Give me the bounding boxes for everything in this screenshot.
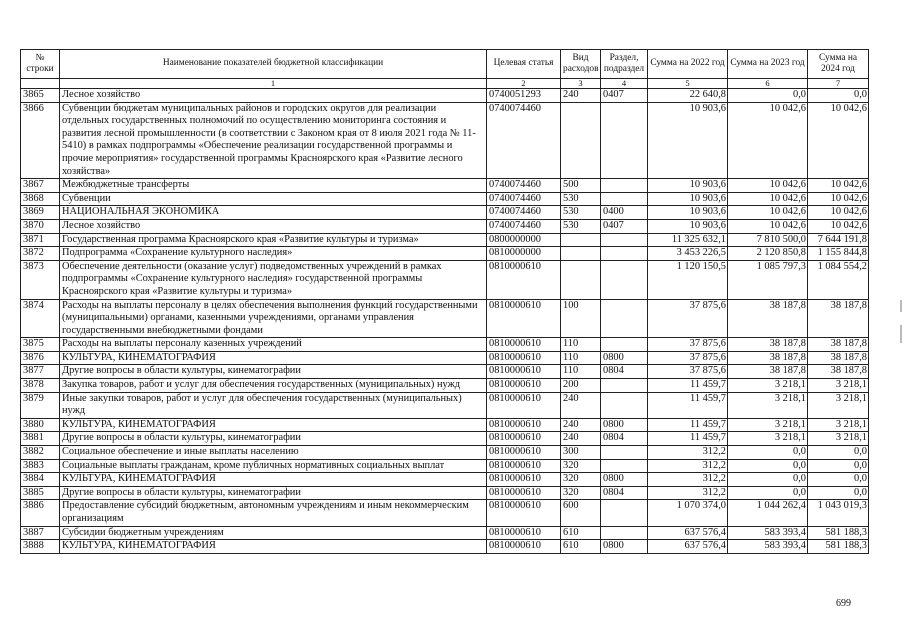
- scan-edge-mark: [900, 325, 902, 343]
- indicator-name: КУЛЬТУРА, КИНЕМАТОГРАФИЯ: [60, 351, 487, 365]
- expense-type: 240: [561, 89, 601, 103]
- target-article: 0810000610: [487, 432, 561, 446]
- sum-2022: 312,2: [648, 486, 728, 500]
- table-row: [21, 473, 869, 487]
- column-number-row: [21, 79, 869, 89]
- expense-type: [561, 102, 601, 179]
- sum-2024: 581 188,3: [808, 540, 869, 554]
- row-number: 3877: [21, 365, 60, 379]
- table-row: [21, 459, 869, 473]
- expense-type: [561, 233, 601, 247]
- sum-2024: 7 644 191,8: [808, 233, 869, 247]
- sum-2022: 10 903,6: [648, 206, 728, 220]
- indicator-name: Подпрограмма «Сохранение культурного наследия»: [60, 247, 487, 261]
- expense-type: 240: [561, 392, 601, 418]
- row-number: 3879: [21, 392, 60, 418]
- sum-2023: 10 042,6: [728, 179, 808, 193]
- target-article: 0810000610: [487, 459, 561, 473]
- page-number: 699: [836, 598, 851, 609]
- table-row: [21, 526, 869, 540]
- sum-2023: 583 393,4: [728, 526, 808, 540]
- row-number: 3867: [21, 179, 60, 193]
- expense-type: 300: [561, 446, 601, 460]
- section-code: [601, 459, 648, 473]
- indicator-name: КУЛЬТУРА, КИНЕМАТОГРАФИЯ: [60, 418, 487, 432]
- row-number: 3866: [21, 102, 60, 179]
- target-article: 0810000610: [487, 473, 561, 487]
- sum-2023: 0,0: [728, 473, 808, 487]
- table-row: [21, 219, 869, 233]
- sum-2024: 581 188,3: [808, 526, 869, 540]
- sum-2024: 0,0: [808, 473, 869, 487]
- table-row: [21, 392, 869, 418]
- section-code: [601, 233, 648, 247]
- budget-table: [20, 49, 869, 554]
- sum-2022: 1 070 374,0: [648, 500, 728, 526]
- section-code: 0407: [601, 219, 648, 233]
- section-code: 0800: [601, 473, 648, 487]
- sum-2023: 3 218,1: [728, 392, 808, 418]
- indicator-name: Предоставление субсидий бюджетным, автономным учреждениям и иным некоммерческим организациям: [60, 500, 487, 526]
- sum-2023: 38 187,8: [728, 365, 808, 379]
- sum-2022: 1 120 150,5: [648, 260, 728, 299]
- sum-2022: 637 576,4: [648, 540, 728, 554]
- sum-2023: 38 187,8: [728, 338, 808, 352]
- expense-type: 240: [561, 418, 601, 432]
- expense-type: 530: [561, 192, 601, 206]
- section-code: [601, 260, 648, 299]
- section-code: [601, 500, 648, 526]
- section-code: 0804: [601, 486, 648, 500]
- expense-type: 110: [561, 338, 601, 352]
- column-number: [21, 79, 60, 89]
- expense-type: 320: [561, 459, 601, 473]
- sum-2023: 3 218,1: [728, 418, 808, 432]
- sum-2024: 3 218,1: [808, 392, 869, 418]
- header-section: Раздел, подраздел: [601, 50, 648, 79]
- header-row: [21, 50, 869, 79]
- section-code: [601, 392, 648, 418]
- target-article: 0810000610: [487, 299, 561, 338]
- sum-2024: 38 187,8: [808, 338, 869, 352]
- row-number: 3882: [21, 446, 60, 460]
- indicator-name: Межбюджетные трансферты: [60, 179, 487, 193]
- sum-2022: 11 459,7: [648, 418, 728, 432]
- table-row: [21, 233, 869, 247]
- sum-2024: 0,0: [808, 89, 869, 103]
- sum-2024: 1 155 844,8: [808, 247, 869, 261]
- table-row: [21, 179, 869, 193]
- sum-2023: 0,0: [728, 486, 808, 500]
- indicator-name: НАЦИОНАЛЬНАЯ ЭКОНОМИКА: [60, 206, 487, 220]
- sum-2022: 11 459,7: [648, 392, 728, 418]
- budget-table-sheet: [20, 49, 868, 554]
- sum-2023: 583 393,4: [728, 540, 808, 554]
- header-target-article: Целевая статья: [487, 50, 561, 79]
- expense-type: 530: [561, 206, 601, 220]
- expense-type: 100: [561, 299, 601, 338]
- sum-2022: 3 453 226,5: [648, 247, 728, 261]
- table-row: [21, 418, 869, 432]
- row-number: 3876: [21, 351, 60, 365]
- indicator-name: Субвенции: [60, 192, 487, 206]
- sum-2023: 3 218,1: [728, 379, 808, 393]
- section-code: 0800: [601, 540, 648, 554]
- sum-2022: 637 576,4: [648, 526, 728, 540]
- row-number: 3883: [21, 459, 60, 473]
- row-number: 3881: [21, 432, 60, 446]
- sum-2022: 37 875,6: [648, 365, 728, 379]
- expense-type: 240: [561, 432, 601, 446]
- sum-2022: 312,2: [648, 459, 728, 473]
- indicator-name: Расходы на выплаты персоналу казенных учреждений: [60, 338, 487, 352]
- target-article: 0810000610: [487, 365, 561, 379]
- indicator-name: Субвенции бюджетам муниципальных районов и городских округов для реализации отдельных государственных полномочий по осуществлению мониторинга состояния и развития лесной промышленности (в соответствии с Законом края от 8 июля 2021 года № 11-5410) в рамках подпрограммы «Обеспечение реализации государственной программы и прочие мероприятия» государственной программы Красноярского края «Развитие лесного хозяйства»: [60, 102, 487, 179]
- section-code: [601, 379, 648, 393]
- target-article: 0810000610: [487, 260, 561, 299]
- header-sum-2023: Сумма на 2023 год: [728, 50, 808, 79]
- header-row-number: № строки: [21, 50, 60, 79]
- row-number: 3872: [21, 247, 60, 261]
- section-code: [601, 192, 648, 206]
- table-row: [21, 540, 869, 554]
- section-code: 0800: [601, 418, 648, 432]
- indicator-name: Закупка товаров, работ и услуг для обеспечения государственных (муниципальных) нужд: [60, 379, 487, 393]
- section-code: 0804: [601, 365, 648, 379]
- expense-type: 110: [561, 365, 601, 379]
- table-row: [21, 260, 869, 299]
- table-row: [21, 446, 869, 460]
- section-code: 0400: [601, 206, 648, 220]
- sum-2023: 0,0: [728, 446, 808, 460]
- sum-2022: 37 875,6: [648, 299, 728, 338]
- sum-2022: 312,2: [648, 473, 728, 487]
- sum-2022: 10 903,6: [648, 192, 728, 206]
- target-article: 0810000610: [487, 392, 561, 418]
- sum-2024: 10 042,6: [808, 219, 869, 233]
- sum-2022: 22 640,8: [648, 89, 728, 103]
- row-number: 3886: [21, 500, 60, 526]
- sum-2022: 10 903,6: [648, 102, 728, 179]
- target-article: 0740074460: [487, 219, 561, 233]
- column-number: 4: [601, 79, 648, 89]
- sum-2024: 10 042,6: [808, 179, 869, 193]
- sum-2024: 38 187,8: [808, 351, 869, 365]
- sum-2024: 0,0: [808, 446, 869, 460]
- expense-type: 320: [561, 486, 601, 500]
- sum-2024: 0,0: [808, 486, 869, 500]
- sum-2023: 10 042,6: [728, 102, 808, 179]
- target-article: 0800000000: [487, 233, 561, 247]
- table-row: [21, 206, 869, 220]
- target-article: 0810000000: [487, 247, 561, 261]
- sum-2024: 38 187,8: [808, 299, 869, 338]
- sum-2024: 3 218,1: [808, 418, 869, 432]
- table-row: [21, 379, 869, 393]
- sum-2023: 7 810 500,0: [728, 233, 808, 247]
- expense-type: 200: [561, 379, 601, 393]
- indicator-name: Иные закупки товаров, работ и услуг для обеспечения государственных (муниципальных) нужд: [60, 392, 487, 418]
- indicator-name: Расходы на выплаты персоналу в целях обеспечения выполнения функций государственными (муниципальными) органами, казенными учреждениями, органами управления государственными внебюджетными фондами: [60, 299, 487, 338]
- column-number: 5: [648, 79, 728, 89]
- indicator-name: Государственная программа Красноярского края «Развитие культуры и туризма»: [60, 233, 487, 247]
- expense-type: [561, 260, 601, 299]
- header-indicator-name: Наименование показателей бюджетной классификации: [60, 50, 487, 79]
- row-number: 3884: [21, 473, 60, 487]
- sum-2024: 10 042,6: [808, 102, 869, 179]
- target-article: 0810000610: [487, 526, 561, 540]
- table-row: [21, 500, 869, 526]
- sum-2024: 3 218,1: [808, 432, 869, 446]
- indicator-name: Субсидии бюджетным учреждениям: [60, 526, 487, 540]
- table-row: [21, 102, 869, 179]
- section-code: 0800: [601, 351, 648, 365]
- expense-type: 110: [561, 351, 601, 365]
- target-article: 0810000610: [487, 540, 561, 554]
- sum-2024: 10 042,6: [808, 206, 869, 220]
- expense-type: 320: [561, 473, 601, 487]
- row-number: 3868: [21, 192, 60, 206]
- target-article: 0810000610: [487, 338, 561, 352]
- sum-2022: 37 875,6: [648, 338, 728, 352]
- sum-2022: 10 903,6: [648, 179, 728, 193]
- sum-2023: 10 042,6: [728, 192, 808, 206]
- section-code: [601, 179, 648, 193]
- target-article: 0740074460: [487, 206, 561, 220]
- section-code: [601, 446, 648, 460]
- row-number: 3873: [21, 260, 60, 299]
- target-article: 0810000610: [487, 486, 561, 500]
- column-number: 2: [487, 79, 561, 89]
- row-number: 3869: [21, 206, 60, 220]
- indicator-name: Социальные выплаты гражданам, кроме публичных нормативных социальных выплат: [60, 459, 487, 473]
- indicator-name: Социальное обеспечение и иные выплаты населению: [60, 446, 487, 460]
- column-number: 1: [60, 79, 487, 89]
- row-number: 3871: [21, 233, 60, 247]
- table-row: [21, 365, 869, 379]
- row-number: 3870: [21, 219, 60, 233]
- expense-type: 610: [561, 526, 601, 540]
- section-code: 0407: [601, 89, 648, 103]
- table-row: [21, 247, 869, 261]
- sum-2023: 38 187,8: [728, 299, 808, 338]
- section-code: [601, 247, 648, 261]
- indicator-name: Другие вопросы в области культуры, кинематографии: [60, 432, 487, 446]
- sum-2023: 2 120 850,8: [728, 247, 808, 261]
- target-article: 0810000610: [487, 500, 561, 526]
- target-article: 0740074460: [487, 179, 561, 193]
- sum-2022: 10 903,6: [648, 219, 728, 233]
- row-number: 3878: [21, 379, 60, 393]
- sum-2024: 38 187,8: [808, 365, 869, 379]
- expense-type: 500: [561, 179, 601, 193]
- row-number: 3887: [21, 526, 60, 540]
- table-row: [21, 192, 869, 206]
- column-number: 6: [728, 79, 808, 89]
- sum-2023: 38 187,8: [728, 351, 808, 365]
- target-article: 0810000610: [487, 418, 561, 432]
- row-number: 3875: [21, 338, 60, 352]
- sum-2023: 0,0: [728, 89, 808, 103]
- expense-type: 600: [561, 500, 601, 526]
- sum-2022: 11 325 632,1: [648, 233, 728, 247]
- expense-type: [561, 247, 601, 261]
- target-article: 0810000610: [487, 446, 561, 460]
- row-number: 3874: [21, 299, 60, 338]
- expense-type: 530: [561, 219, 601, 233]
- table-row: [21, 338, 869, 352]
- row-number: 3865: [21, 89, 60, 103]
- row-number: 3888: [21, 540, 60, 554]
- expense-type: 610: [561, 540, 601, 554]
- sum-2024: 0,0: [808, 459, 869, 473]
- sum-2022: 37 875,6: [648, 351, 728, 365]
- sum-2024: 1 043 019,3: [808, 500, 869, 526]
- scan-edge-mark: [900, 300, 902, 312]
- header-sum-2024: Сумма на 2024 год: [808, 50, 869, 79]
- table-row: [21, 299, 869, 338]
- target-article: 0740074460: [487, 102, 561, 179]
- table-row: [21, 351, 869, 365]
- sum-2023: 10 042,6: [728, 219, 808, 233]
- table-row: [21, 486, 869, 500]
- indicator-name: КУЛЬТУРА, КИНЕМАТОГРАФИЯ: [60, 473, 487, 487]
- indicator-name: Лесное хозяйство: [60, 219, 487, 233]
- indicator-name: Другие вопросы в области культуры, кинематографии: [60, 365, 487, 379]
- sum-2024: 10 042,6: [808, 192, 869, 206]
- row-number: 3885: [21, 486, 60, 500]
- header-expense-type: Вид расходов: [561, 50, 601, 79]
- section-code: 0804: [601, 432, 648, 446]
- sum-2023: 1 085 797,3: [728, 260, 808, 299]
- row-number: 3880: [21, 418, 60, 432]
- target-article: 0810000610: [487, 379, 561, 393]
- target-article: 0740074460: [487, 192, 561, 206]
- column-number: 3: [561, 79, 601, 89]
- section-code: [601, 526, 648, 540]
- sum-2023: 1 044 262,4: [728, 500, 808, 526]
- sum-2022: 11 459,7: [648, 379, 728, 393]
- indicator-name: Другие вопросы в области культуры, кинематографии: [60, 486, 487, 500]
- target-article: 0740051293: [487, 89, 561, 103]
- sum-2023: 10 042,6: [728, 206, 808, 220]
- section-code: [601, 102, 648, 179]
- sum-2022: 11 459,7: [648, 432, 728, 446]
- section-code: [601, 299, 648, 338]
- indicator-name: Лесное хозяйство: [60, 89, 487, 103]
- column-number: 7: [808, 79, 869, 89]
- sum-2024: 3 218,1: [808, 379, 869, 393]
- sum-2022: 312,2: [648, 446, 728, 460]
- indicator-name: КУЛЬТУРА, КИНЕМАТОГРАФИЯ: [60, 540, 487, 554]
- sum-2023: 0,0: [728, 459, 808, 473]
- section-code: [601, 338, 648, 352]
- indicator-name: Обеспечение деятельности (оказание услуг) подведомственных учреждений в рамках подпрограммы «Сохранение культурного наследия» государственной программы Красноярского края «Развитие культуры и туризма»: [60, 260, 487, 299]
- table-row: [21, 89, 869, 103]
- table-row: [21, 432, 869, 446]
- sum-2023: 3 218,1: [728, 432, 808, 446]
- header-sum-2022: Сумма на 2022 год: [648, 50, 728, 79]
- target-article: 0810000610: [487, 351, 561, 365]
- sum-2024: 1 084 554,2: [808, 260, 869, 299]
